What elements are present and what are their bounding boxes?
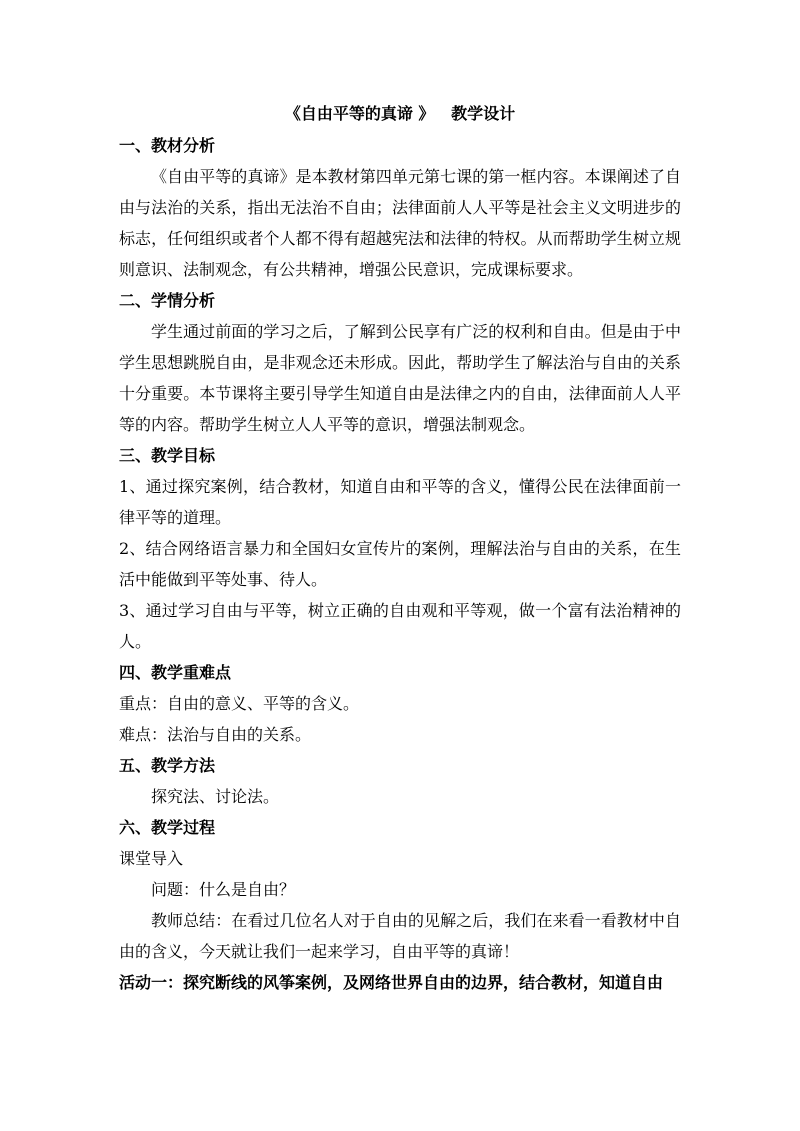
key-point-text: 重点：自由的意义、平等的含义。 bbox=[119, 694, 360, 713]
teacher-summary-paragraph: 教师总结：在看过几位名人对于自由的见解之后，我们在来看一看教材中自由的含义，今天就让我们一起来学习，自由平等的真谛！ bbox=[119, 911, 681, 961]
textbook-analysis-paragraph: 《自由平等的真谛》是本教材第四单元第七课的第一框内容。本课阐述了自由与法治的关系，指出无法治不自由；法律面前人人平等是社会主义文明进步的标志，任何组织或者个人都不得有超越宪法和法律的特权。从而帮助学生树立规则意识、法制观念，有公共精神，增强公民意识，完成课标要求。 bbox=[119, 167, 681, 279]
teaching-methods-text: 探究法、讨论法。 bbox=[151, 787, 280, 806]
document-title: 《自由平等的真谛 》 教学设计 bbox=[284, 104, 516, 123]
difficulty-text: 难点：法治与自由的关系。 bbox=[119, 725, 312, 744]
class-intro-label: 课堂导入 bbox=[119, 849, 184, 868]
document-body bbox=[119, 130, 681, 998]
student-analysis-paragraph: 学生通过前面的学习之后，了解到公民享有广泛的权利和自由。但是由于中学生思想跳脱自由，是非观念还未形成。因此，帮助学生了解法治与自由的关系十分重要。本节课将主要引导学生知道自由是法律之内的自由，法律面前人人平等的内容。帮助学生树立人人平等的意识，增强法制观念。 bbox=[119, 322, 681, 434]
section-heading-teaching-goals: 三、教学目标 bbox=[119, 446, 216, 465]
question-text: 问题：什么是自由？ bbox=[151, 880, 296, 899]
teaching-goal-item: 3、通过学习自由与平等，树立正确的自由观和平等观，做一个富有法治精神的人。 bbox=[119, 601, 681, 651]
section-heading-textbook-analysis: 一、教材分析 bbox=[119, 136, 216, 155]
section-heading-student-analysis: 二、学情分析 bbox=[119, 291, 216, 310]
teaching-goal-item: 1、通过探究案例，结合教材，知道自由和平等的含义，懂得公民在法律面前一律平等的道理。 bbox=[119, 477, 681, 527]
activity-one-heading: 活动一：探究断线的风筝案例，及网络世界自由的边界，结合教材，知道自由 bbox=[119, 973, 664, 992]
section-heading-teaching-process: 六、教学过程 bbox=[119, 818, 216, 837]
teaching-goal-item: 2、结合网络语言暴力和全国妇女宣传片的案例，理解法治与自由的关系，在生活中能做到平等处事、待人。 bbox=[119, 539, 681, 589]
section-heading-key-difficulties: 四、教学重难点 bbox=[119, 663, 232, 682]
section-heading-teaching-methods: 五、教学方法 bbox=[119, 756, 216, 775]
